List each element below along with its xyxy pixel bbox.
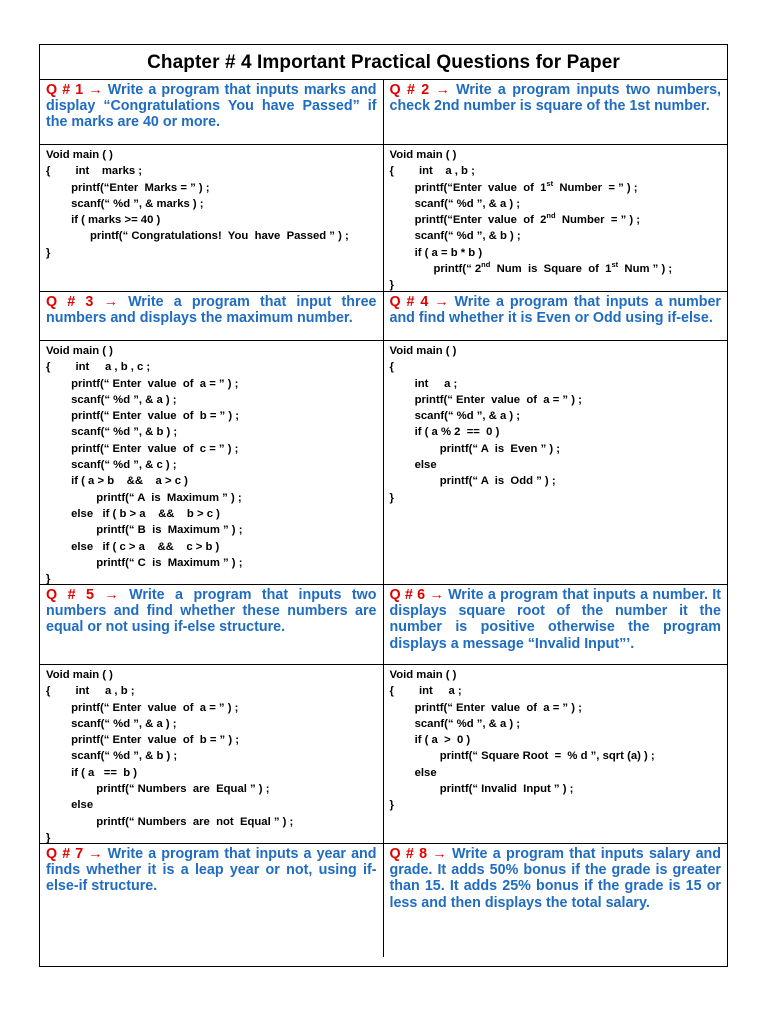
question-row xyxy=(40,80,727,145)
question-row xyxy=(40,844,727,957)
code-line: } xyxy=(46,573,51,586)
code-line: Void main ( ) xyxy=(46,345,113,357)
question-text: Write a program that inputs marks and display “Congratulations You have Passed” if the marks are 40 or more. xyxy=(46,82,377,131)
question-6-cell xyxy=(384,585,728,664)
question-2-cell xyxy=(384,80,728,144)
code-line: printf(“ 2nd Num is Square of 1st Num ” ) ; xyxy=(389,260,673,276)
code-line: else xyxy=(389,766,437,779)
code-line: if ( a = b * b ) xyxy=(389,246,483,259)
code-line: printf(“ Congratulations! You have Passed ” ) ; xyxy=(46,230,349,243)
code-line: } xyxy=(46,246,51,259)
code-line: scanf(“ %d ”, & a ) ; xyxy=(46,393,177,406)
arrow-icon: → xyxy=(434,294,449,310)
code-line: scanf(“ %d ”, & b ) ; xyxy=(46,426,178,439)
code-line: printf(“ Square Root = % d ”, sqrt (a) ) ; xyxy=(389,750,655,763)
question-4 xyxy=(390,294,722,326)
question-5 xyxy=(46,587,377,636)
code-line: printf(“ Enter value of a = ” ) ; xyxy=(46,701,239,714)
question-7 xyxy=(46,846,377,895)
code-line: printf(“ Enter value of a = ” ) ; xyxy=(46,377,239,390)
code-line: } xyxy=(46,831,51,844)
code-block-6 xyxy=(384,665,728,843)
question-number: Q # 8 → xyxy=(389,846,447,862)
question-row xyxy=(40,585,727,665)
question-number: Q # 1 → xyxy=(46,82,103,98)
code-line: if ( a > b && a > c ) xyxy=(46,475,188,488)
code-line: { int a , b ; xyxy=(389,165,475,178)
question-text: Write a program that inputs a number. It displays square root of the number it the number is positive otherwise the program displays a message “Invalid Input”’. xyxy=(389,587,721,652)
code-row xyxy=(40,665,727,844)
code-line: if ( a == b ) xyxy=(46,766,138,779)
code-line: scanf(“ %d ”, & b ) ; xyxy=(389,230,521,243)
question-7-cell xyxy=(40,844,384,957)
code-block-4 xyxy=(384,341,728,584)
code-line: Void main ( ) xyxy=(389,149,457,161)
question-number: Q # 2 → xyxy=(389,82,450,98)
code-row xyxy=(40,145,727,292)
question-text: Write a program that inputs two numbers and find whether these numbers are equal or not using if-else structure. xyxy=(46,587,377,636)
code-line: scanf(“ %d ”, & a ) ; xyxy=(389,717,521,730)
code-line: printf(“ Enter value of a = ” ) ; xyxy=(389,701,582,714)
question-number: Q # 3 → xyxy=(46,294,118,310)
code-line: printf(“ Numbers are not Equal ” ) ; xyxy=(46,815,294,828)
question-4-cell xyxy=(384,292,728,340)
question-text: Write a program inputs two numbers, check 2nd number is square of the 1st number. xyxy=(389,82,721,115)
page-title: Chapter # 4 Important Practical Questions for Paper xyxy=(40,45,727,80)
code-line: scanf(“ %d ”, & c ) ; xyxy=(46,459,177,472)
code-line: printf(“ C is Maximum ” ) ; xyxy=(46,556,243,569)
code-line: scanf(“ %d ”, & a ) ; xyxy=(389,410,521,423)
arrow-icon: → xyxy=(432,846,447,862)
code-line: { int a ; xyxy=(389,685,462,698)
code-block-5 xyxy=(40,665,384,843)
question-8 xyxy=(390,846,722,911)
question-text: Write a program that inputs a number and find whether it is Even or Odd using if-else. xyxy=(389,294,721,327)
code-line: else if ( b > a && b > c ) xyxy=(46,507,220,520)
code-line: } xyxy=(389,279,394,292)
code-line: printf(“Enter value of 2nd Number = ” ) ; xyxy=(389,211,641,227)
code-line: printf(“ A is Odd ” ) ; xyxy=(389,475,556,488)
code-line: else xyxy=(389,459,437,472)
code-line: else xyxy=(46,799,94,812)
code-line: Void main ( ) xyxy=(389,669,457,681)
code-line: printf(“ Enter value of b = ” ) ; xyxy=(46,734,240,747)
question-6 xyxy=(390,587,722,652)
question-5-cell xyxy=(40,585,384,664)
code-line: Void main ( ) xyxy=(46,149,113,161)
code-line: scanf(“ %d ”, & b ) ; xyxy=(46,750,178,763)
code-line: int a ; xyxy=(389,377,458,390)
code-line: } xyxy=(389,491,394,504)
arrow-icon: → xyxy=(103,294,118,310)
code-line: printf(“ Enter value of a = ” ) ; xyxy=(389,393,582,406)
code-line: printf(“ Numbers are Equal ” ) ; xyxy=(46,783,270,796)
code-line: scanf(“ %d ”, & marks ) ; xyxy=(46,197,204,210)
arrow-icon: → xyxy=(435,82,450,98)
question-8-cell xyxy=(384,844,728,957)
question-2 xyxy=(390,82,722,114)
code-line: printf(“ Invalid Input ” ) ; xyxy=(389,783,574,796)
code-line: printf(“Enter Marks = ” ) ; xyxy=(46,181,210,194)
code-line: { int a , b , c ; xyxy=(46,361,151,374)
question-row xyxy=(40,292,727,341)
question-number: Q # 4 → xyxy=(389,294,449,310)
code-line: printf(“ A is Even ” ) ; xyxy=(389,442,561,455)
question-number: Q # 6 → xyxy=(389,587,444,603)
code-line: if ( a > 0 ) xyxy=(389,734,471,747)
code-line: { xyxy=(389,361,394,374)
question-text: Write a program that inputs a year and finds whether it is a leap year or not, using if-else-if structure. xyxy=(46,846,377,895)
code-line: scanf(“ %d ”, & a ) ; xyxy=(46,717,177,730)
question-text: Write a program that inputs salary and grade. It adds 50% bonus if the grade is greater than 15. It adds 25% bonus if the grade is 15 or less and then displays the total salary. xyxy=(389,846,722,911)
code-line: printf(“ Enter value of b = ” ) ; xyxy=(46,410,240,423)
code-line: if ( a % 2 == 0 ) xyxy=(389,426,500,439)
code-line: scanf(“ %d ”, & a ) ; xyxy=(389,197,521,210)
arrow-icon: → xyxy=(88,846,103,862)
question-1-cell xyxy=(40,80,384,144)
question-text: Write a program that input three numbers and displays the maximum number. xyxy=(46,294,377,327)
question-3 xyxy=(46,294,377,326)
question-3-cell xyxy=(40,292,384,340)
question-1 xyxy=(46,82,377,131)
code-line: if ( marks >= 40 ) xyxy=(46,214,161,227)
code-line: printf(“Enter value of 1st Number = ” ) ; xyxy=(389,178,638,194)
code-line: printf(“ Enter value of c = ” ) ; xyxy=(46,442,239,455)
question-number: Q # 5 → xyxy=(46,587,119,603)
arrow-icon: → xyxy=(88,82,103,98)
code-block-1 xyxy=(40,145,384,291)
code-block-2 xyxy=(384,145,728,291)
code-line: Void main ( ) xyxy=(389,345,457,357)
question-sheet xyxy=(39,44,728,967)
code-line: { int marks ; xyxy=(46,165,143,178)
code-block-3 xyxy=(40,341,384,584)
question-number: Q # 7 → xyxy=(46,846,103,862)
arrow-icon: → xyxy=(104,587,119,603)
code-line: } xyxy=(389,799,394,812)
code-line: { int a , b ; xyxy=(46,685,135,698)
code-line: else if ( c > a && c > b ) xyxy=(46,540,220,553)
code-line: printf(“ B is Maximum ” ) ; xyxy=(46,524,243,537)
code-row xyxy=(40,341,727,585)
code-line: Void main ( ) xyxy=(46,669,113,681)
code-line: printf(“ A is Maximum ” ) ; xyxy=(46,491,242,504)
arrow-icon: → xyxy=(429,587,444,603)
